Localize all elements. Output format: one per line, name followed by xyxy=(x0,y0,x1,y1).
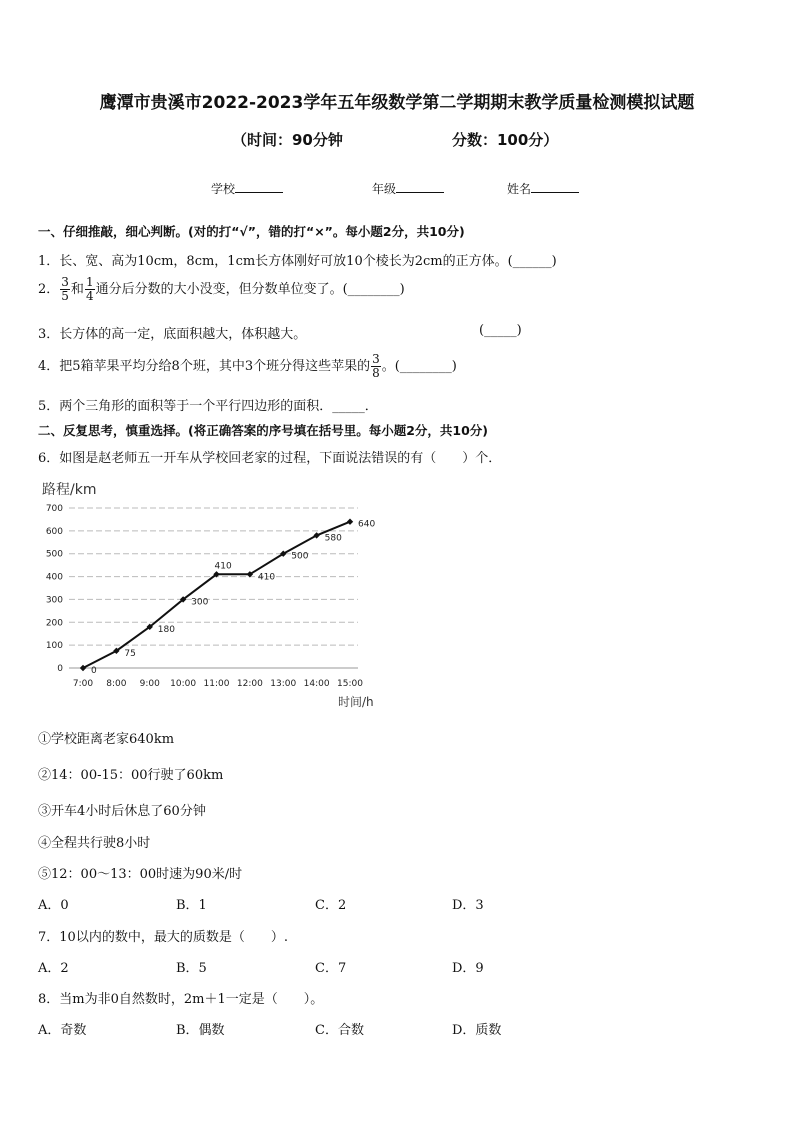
chart-data-label: 300 xyxy=(191,597,209,608)
chart-data-label: 0 xyxy=(91,666,97,676)
chart-ytick-label: 200 xyxy=(45,618,63,629)
chart-ytick-label: 300 xyxy=(45,595,63,606)
chart-xtick-label: 10:00 xyxy=(170,679,197,689)
page-title: 鹰潭市贵溪市2022-2023学年五年级数学第二学期期末教学质量检测模拟试题 xyxy=(99,93,695,113)
q8-option-a[interactable]: A．奇数 xyxy=(38,1023,87,1038)
chart-data-label: 75 xyxy=(124,648,136,659)
school-field: 学校 xyxy=(211,180,283,197)
time-label: （时间：90分钟 xyxy=(232,131,343,149)
grade-blank[interactable] xyxy=(396,181,444,193)
school-blank[interactable] xyxy=(235,181,283,193)
q6-statement-5: ⑤12：00～13：00时速为90米/时 xyxy=(38,867,243,882)
chart-data-label: 500 xyxy=(291,551,309,562)
chart-xtick-label: 13:00 xyxy=(270,679,297,689)
chart-xtick-label: 7:00 xyxy=(72,679,94,689)
grade-field: 年级 xyxy=(372,180,444,197)
section2-heading: 二、反复思考，慎重选择。(将正确答案的序号填在括号里。每小题2分，共10分) xyxy=(38,423,489,438)
q6-option-b[interactable]: B．1 xyxy=(176,898,207,913)
q8-option-c[interactable]: C．合数 xyxy=(315,1023,364,1038)
chart-ytick-label: 400 xyxy=(45,572,63,583)
name-field: 姓名 xyxy=(507,180,579,197)
question-2: 2． $\frac{3}{5}$ 和 $\frac{1}{4}$ 通分后分数的大小没变，但分数单位变了。(________) xyxy=(38,275,405,303)
chart-xtick-label: 14:00 xyxy=(303,679,330,689)
chart-xtick-label: 15:00 xyxy=(337,679,363,689)
fraction-3-5: $\frac{3}{5}$ xyxy=(61,275,69,303)
chart-xtick-label: 11:00 xyxy=(203,679,230,689)
name-blank[interactable] xyxy=(531,181,579,193)
chart-xlabel: 时间/h xyxy=(338,695,374,709)
q6-statement-2: ②14：00-15：00行驶了60km xyxy=(38,768,224,783)
question-8: 8．当m为非0自然数时，2m＋1一定是（ ）。 xyxy=(38,992,324,1007)
q8-option-b[interactable]: B．偶数 xyxy=(176,1023,225,1038)
q8-option-d[interactable]: D．质数 xyxy=(452,1023,502,1038)
q6-statement-1: ①学校距离老家640km xyxy=(38,732,175,747)
q7-option-a[interactable]: A．2 xyxy=(38,961,69,976)
chart-xtick-label: 9:00 xyxy=(139,679,160,689)
question-3-blank[interactable]: (_____) xyxy=(479,323,522,338)
chart-xtick-label: 8:00 xyxy=(106,679,127,689)
chart-ylabel: 路程/km xyxy=(42,482,97,498)
chart-ytick-label: 700 xyxy=(45,504,63,514)
fraction-1-4: $\frac{1}{4}$ xyxy=(85,275,94,303)
chart-data-label: 410 xyxy=(214,561,232,572)
distance-series-line xyxy=(83,522,350,668)
chart-data-label: 580 xyxy=(324,533,342,544)
chart-data-label: 640 xyxy=(358,519,376,530)
q6-option-d[interactable]: D．3 xyxy=(452,898,484,913)
chart-ytick-label: 0 xyxy=(57,664,63,674)
q7-option-c[interactable]: C．7 xyxy=(315,961,347,976)
question-3: 3．长方体的高一定，底面积越大，体积越大。 xyxy=(38,327,307,342)
distance-time-line-chart xyxy=(30,476,400,714)
q6-statement-4: ④全程共行驶8小时 xyxy=(38,836,151,851)
question-6: 6．如图是赵老师五一开车从学校回老家的过程，下面说法错误的有（ ）个． xyxy=(38,451,502,466)
q6-option-c[interactable]: C．2 xyxy=(315,898,347,913)
q7-option-d[interactable]: D．9 xyxy=(452,961,484,976)
q6-option-a[interactable]: A．0 xyxy=(38,898,69,913)
chart-xtick-label: 12:00 xyxy=(236,679,263,689)
section1-heading: 一、仔细推敲，细心判断。(对的打“√”，错的打“×”。每小题2分，共10分) xyxy=(38,224,465,239)
chart-data-point xyxy=(347,519,353,525)
chart-ytick-label: 500 xyxy=(45,549,63,560)
q7-option-b[interactable]: B．5 xyxy=(176,961,207,976)
chart-data-label: 180 xyxy=(157,624,175,635)
chart-ytick-label: 600 xyxy=(45,526,63,537)
fraction-3-8: $\frac{3}{8}$ xyxy=(372,352,380,380)
question-5: 5．两个三角形的面积等于一个平行四边形的面积．_____． xyxy=(38,399,378,414)
score-label: 分数：100分） xyxy=(452,131,559,149)
chart-data-label: 410 xyxy=(257,572,276,583)
question-4: 4．把5箱苹果平均分给8个班，其中3个班分得这些苹果的 $\frac{3}{8}$ 。(________) xyxy=(38,352,457,380)
chart-ytick-label: 100 xyxy=(45,641,63,652)
question-7: 7．10以内的数中，最大的质数是（ ）. xyxy=(38,930,288,945)
q6-statement-3: ③开车4小时后休息了60分钟 xyxy=(38,804,206,819)
question-1: 1．长、宽、高为10cm，8cm，1cm长方体刚好可放10个棱长为2cm的正方体。(______) xyxy=(38,254,557,269)
